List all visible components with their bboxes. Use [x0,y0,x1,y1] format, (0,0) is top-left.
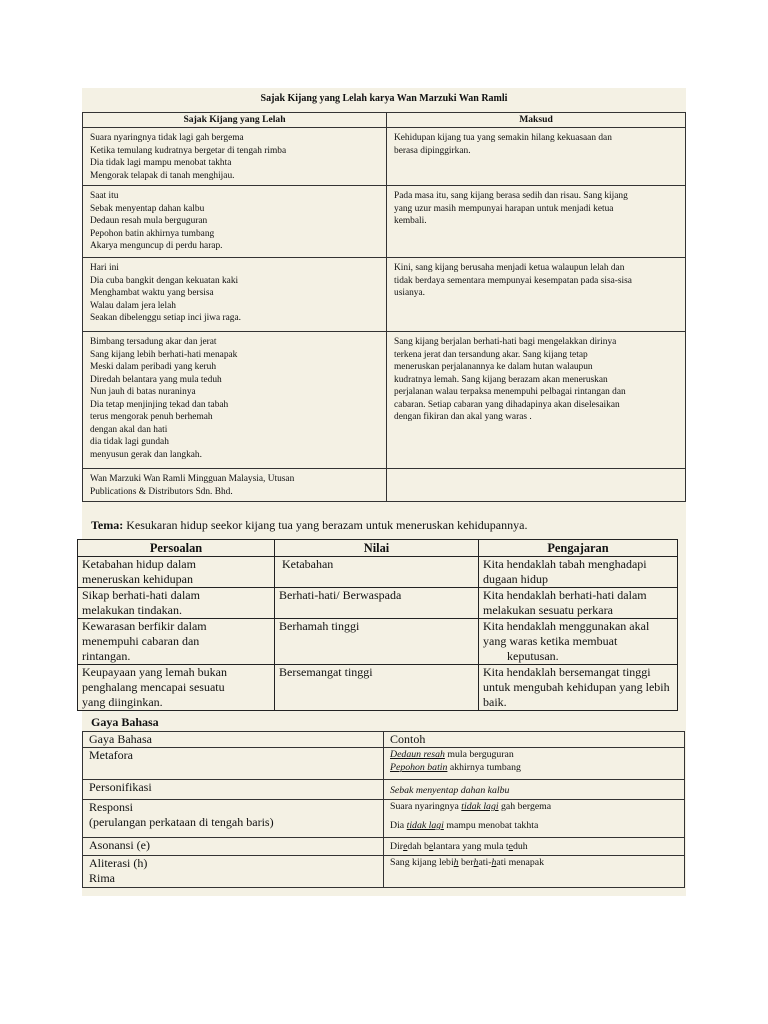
maksud-column-header: Maksud [387,113,686,128]
cell-line: baik. [483,695,507,709]
maksud-text [387,128,686,186]
plain-text: gah bergema [498,801,552,812]
maksud-text [387,186,686,258]
cell-line: Ketabahan hidup dalam [82,557,196,571]
source-line: Wan Marzuki Wan Ramli Mingguan Malaysia, Utusan [90,474,295,484]
poem-stanza [83,186,387,258]
poem-line: dia tidak lagi gundah [90,437,169,447]
underlined-letter: h [491,857,497,868]
poem-line: Meski dalam peribadi yang keruh [90,362,217,372]
poem-line: Seakan dibelenggu setiap inci jiwa raga. [90,313,241,323]
nilai-cell [275,665,479,711]
persoalan-cell [78,665,275,711]
cell-line: yang diinginkan. [82,695,163,709]
poem-line: Dia tidak lagi mampu menobat takhta [90,158,232,168]
plain-text: mula berguguran [444,749,514,760]
contoh-line [390,813,678,832]
persoalan-cell [78,557,275,588]
poem-line: Nun jauh di batas nuraninya [90,387,196,397]
table-row [78,619,678,665]
cell-line: Kita hendaklah berhati-hati dalam [483,588,647,602]
italic-phrase: Sebak menyentap dahan kalbu [390,785,510,796]
plain-text: duh [513,841,528,852]
maksud-line: terkena jerat dan tersandung akar. Sang kijang tetap [394,349,588,360]
underlined-letter: h [453,857,459,868]
maksud-line: cabaran. Setiap cabaran yang dihadapinya akan diselesaikan [394,399,620,410]
gaya-label: Asonansi (e) [83,838,384,856]
plain-text: Suara nyaringnya [390,801,462,812]
gaya-label [83,856,384,888]
maksud-line: berasa dipinggirkan. [394,145,471,156]
table-row [83,780,685,800]
plain-text: Dir [390,841,404,852]
maksud-line: perjalanan walau terpaksa menempuhi pelbagai rintangan dan [394,387,626,397]
poem-line: Pepohon batin akhirnya tumbang [90,228,215,239]
plain-text: mampu menobat takhta [443,820,539,831]
nilai-cell [275,619,479,665]
poem-line: Saat itu [90,191,119,201]
maksud-text [387,332,686,469]
underlined-phrase: tidak lagi [406,820,444,831]
poem-line: Dedaun resah mula berguguran [90,216,208,226]
cell-line: Berhamah tinggi [279,619,360,633]
nilai-cell [275,588,479,619]
maksud-line: kudratnya lemah. Sang kijang berazam akan meneruskan [394,374,608,385]
poem-stanza [83,332,387,469]
underlined-letter: e [508,841,513,852]
table-row [83,258,686,332]
table-row [78,665,678,711]
contoh-cell [384,838,685,856]
contoh-column-header: Contoh [384,732,685,748]
cell-line: yang waras ketika membuat [483,634,618,648]
plain-text: ati menapak [496,857,545,868]
cell-line: Kita hendaklah tabah menghadapi [483,557,647,571]
contoh-cell [384,856,685,888]
cell-line: rintangan. [82,649,131,663]
poem-line: terus mengorak penuh berhemah [90,412,213,422]
contoh-line [390,838,678,853]
plain-text: lantara yang mula t [433,841,509,852]
underlined-phrase: Pepohon batin [390,762,448,773]
poem-line: menyusun gerak dan langkah. [90,449,202,460]
poem-line: Menghambat waktu yang bersisa [90,288,214,298]
tema-line [91,518,527,533]
poem-source [83,469,387,502]
table-row [83,800,685,838]
poem-line: Bimbang tersadung akar dan jerat [90,337,217,347]
maksud-line: tidak berdaya sementara mempunyai kesempatan pada sisa-sisa [394,275,632,286]
underlined-letter: h [473,857,479,868]
poem-column-header: Sajak Kijang yang Lelah [83,113,387,128]
cell-line: Keupayaan yang lemah bukan [82,665,227,679]
cell-line: melakukan tindakan. [82,603,182,617]
cell-line: Sikap berhati-hati dalam [82,588,200,602]
poem-line: Hari ini [90,263,119,273]
underlined-phrase: Dedaun resah [390,749,445,760]
maksud-line: Sang kijang berjalan berhati-hati bagi mengelakkan dirinya [394,337,617,347]
table-row [83,332,686,469]
pengajaran-cell [479,588,678,619]
poem-line: Dia cuba bangkit dengan kekuatan kaki [90,275,239,286]
maksud-empty [387,469,686,502]
maksud-line: Kehidupan kijang tua yang semakin hilang kekuasaan dan [394,133,612,143]
gaya-label: Metafora [83,748,384,780]
persoalan-table [77,539,678,711]
source-line: Publications & Distributors Sdn. Bhd. [90,486,233,497]
table-row [83,856,685,888]
contoh-cell [384,780,685,800]
maksud-line: meneruskan perjalanannya ke dalam hutan walaupun [394,362,593,372]
poem-line: dengan akal dan hati [90,424,168,435]
table-row [83,748,685,780]
maksud-line: usianya. [394,288,425,298]
underlined-letter: e [403,841,408,852]
document-page [82,88,686,896]
table-row [83,469,686,502]
poem-line: Walau dalam jera lelah [90,300,176,311]
contoh-line [390,780,678,797]
label-line: Responsi [89,800,134,814]
poem-line: Mengorak telapak di tanah menghijau. [90,170,235,181]
cell-line: Kewarasan berfikir dalam [82,619,207,633]
poem-line: Ketika temulang kudratnya bergetar di tengah rimba [90,145,287,156]
contoh-line [390,856,678,869]
cell-line: Kita hendaklah bersemangat tinggi [483,665,651,679]
contoh-line [390,748,678,761]
poem-stanza [83,258,387,332]
label-line: Aliterasi (h) [89,856,148,870]
poem-line: Akarya menguncup di perdu harap. [90,241,223,251]
contoh-cell [384,800,685,838]
gaya-column-header: Gaya Bahasa [83,732,384,748]
contoh-line [390,761,678,774]
cell-line: Kita hendaklah menggunakan akal [483,619,650,633]
cell-line: penghalang mencapai sesuatu [82,680,225,694]
tema-label: Tema: [91,518,124,532]
label-line: Rima [89,871,115,885]
table-row [83,186,686,258]
pengajaran-column-header: Pengajaran [479,540,678,557]
gaya-bahasa-table [82,731,685,888]
table-row [83,128,686,186]
persoalan-cell [78,619,275,665]
pengajaran-cell [479,557,678,588]
plain-text: dah b [407,841,429,852]
cell-line: meneruskan kehidupan [82,572,193,586]
cell-line: Berhati-hati/ Berwaspada [279,588,402,602]
nilai-cell [275,557,479,588]
poem-line: Suara nyaringnya tidak lagi gah bergema [90,133,244,143]
gaya-bahasa-heading: Gaya Bahasa [91,715,159,729]
tema-text: Kesukaran hidup seekor kijang tua yang berazam untuk meneruskan kehidupannya. [123,518,528,532]
cell-line: keputusan. [507,649,559,663]
maksud-line: Kini, sang kijang berusaha menjadi ketua walaupun lelah dan [394,263,625,273]
plain-text: akhirnya tumbang [447,762,521,773]
persoalan-table-header [78,540,678,557]
poem-line: Dia tetap menjinjing tekad dan tabah [90,399,229,410]
poem-table-header [83,113,686,128]
cell-line: Bersemangat tinggi [279,665,373,679]
contoh-cell [384,748,685,780]
cell-line: Ketabahan [279,557,334,571]
document-title: Sajak Kijang yang Lelah karya Wan Marzuki Wan Ramli [260,93,508,104]
label-line: (perulangan perkataan di tengah baris) [89,815,274,829]
gaya-label: Personifikasi [83,780,384,800]
pengajaran-cell [479,619,678,665]
maksud-line: Pada masa itu, sang kijang berasa sedih dan risau. Sang kijang [394,191,628,201]
poem-line: Sebak menyentap dahan kalbu [90,203,205,214]
plain-text: Dia [390,820,407,831]
plain-text: ber [458,857,474,868]
maksud-line: yang uzur masih mempunyai harapan untuk menjadi ketua [394,203,614,214]
underlined-letter: e [428,841,434,852]
cell-line: melakukan sesuatu perkara [483,603,613,617]
gaya-table-header [83,732,685,748]
maksud-line: kembali. [394,216,427,226]
underlined-phrase: tidak lagi [461,801,499,812]
table-row [78,557,678,588]
cell-line: menempuhi cabaran dan [82,634,200,648]
cell-line: dugaan hidup [483,572,548,586]
table-row [83,838,685,856]
maksud-text [387,258,686,332]
poem-line: Diredah belantara yang mula teduh [90,374,222,385]
persoalan-column-header: Persoalan [78,540,275,557]
plain-text: Sang kijang lebi [390,857,454,868]
gaya-label [83,800,384,838]
persoalan-cell [78,588,275,619]
plain-text: ati- [478,857,492,868]
pengajaran-cell [479,665,678,711]
poem-stanza [83,128,387,186]
nilai-column-header: Nilai [275,540,479,557]
maksud-line: dengan fikiran dan akal yang waras . [394,412,532,422]
poem-line: Sang kijang lebih berhati-hati menapak [90,349,238,360]
table-row [78,588,678,619]
cell-line: untuk mengubah kehidupan yang lebih [483,680,670,694]
poem-table [82,112,686,502]
contoh-line [390,800,678,813]
